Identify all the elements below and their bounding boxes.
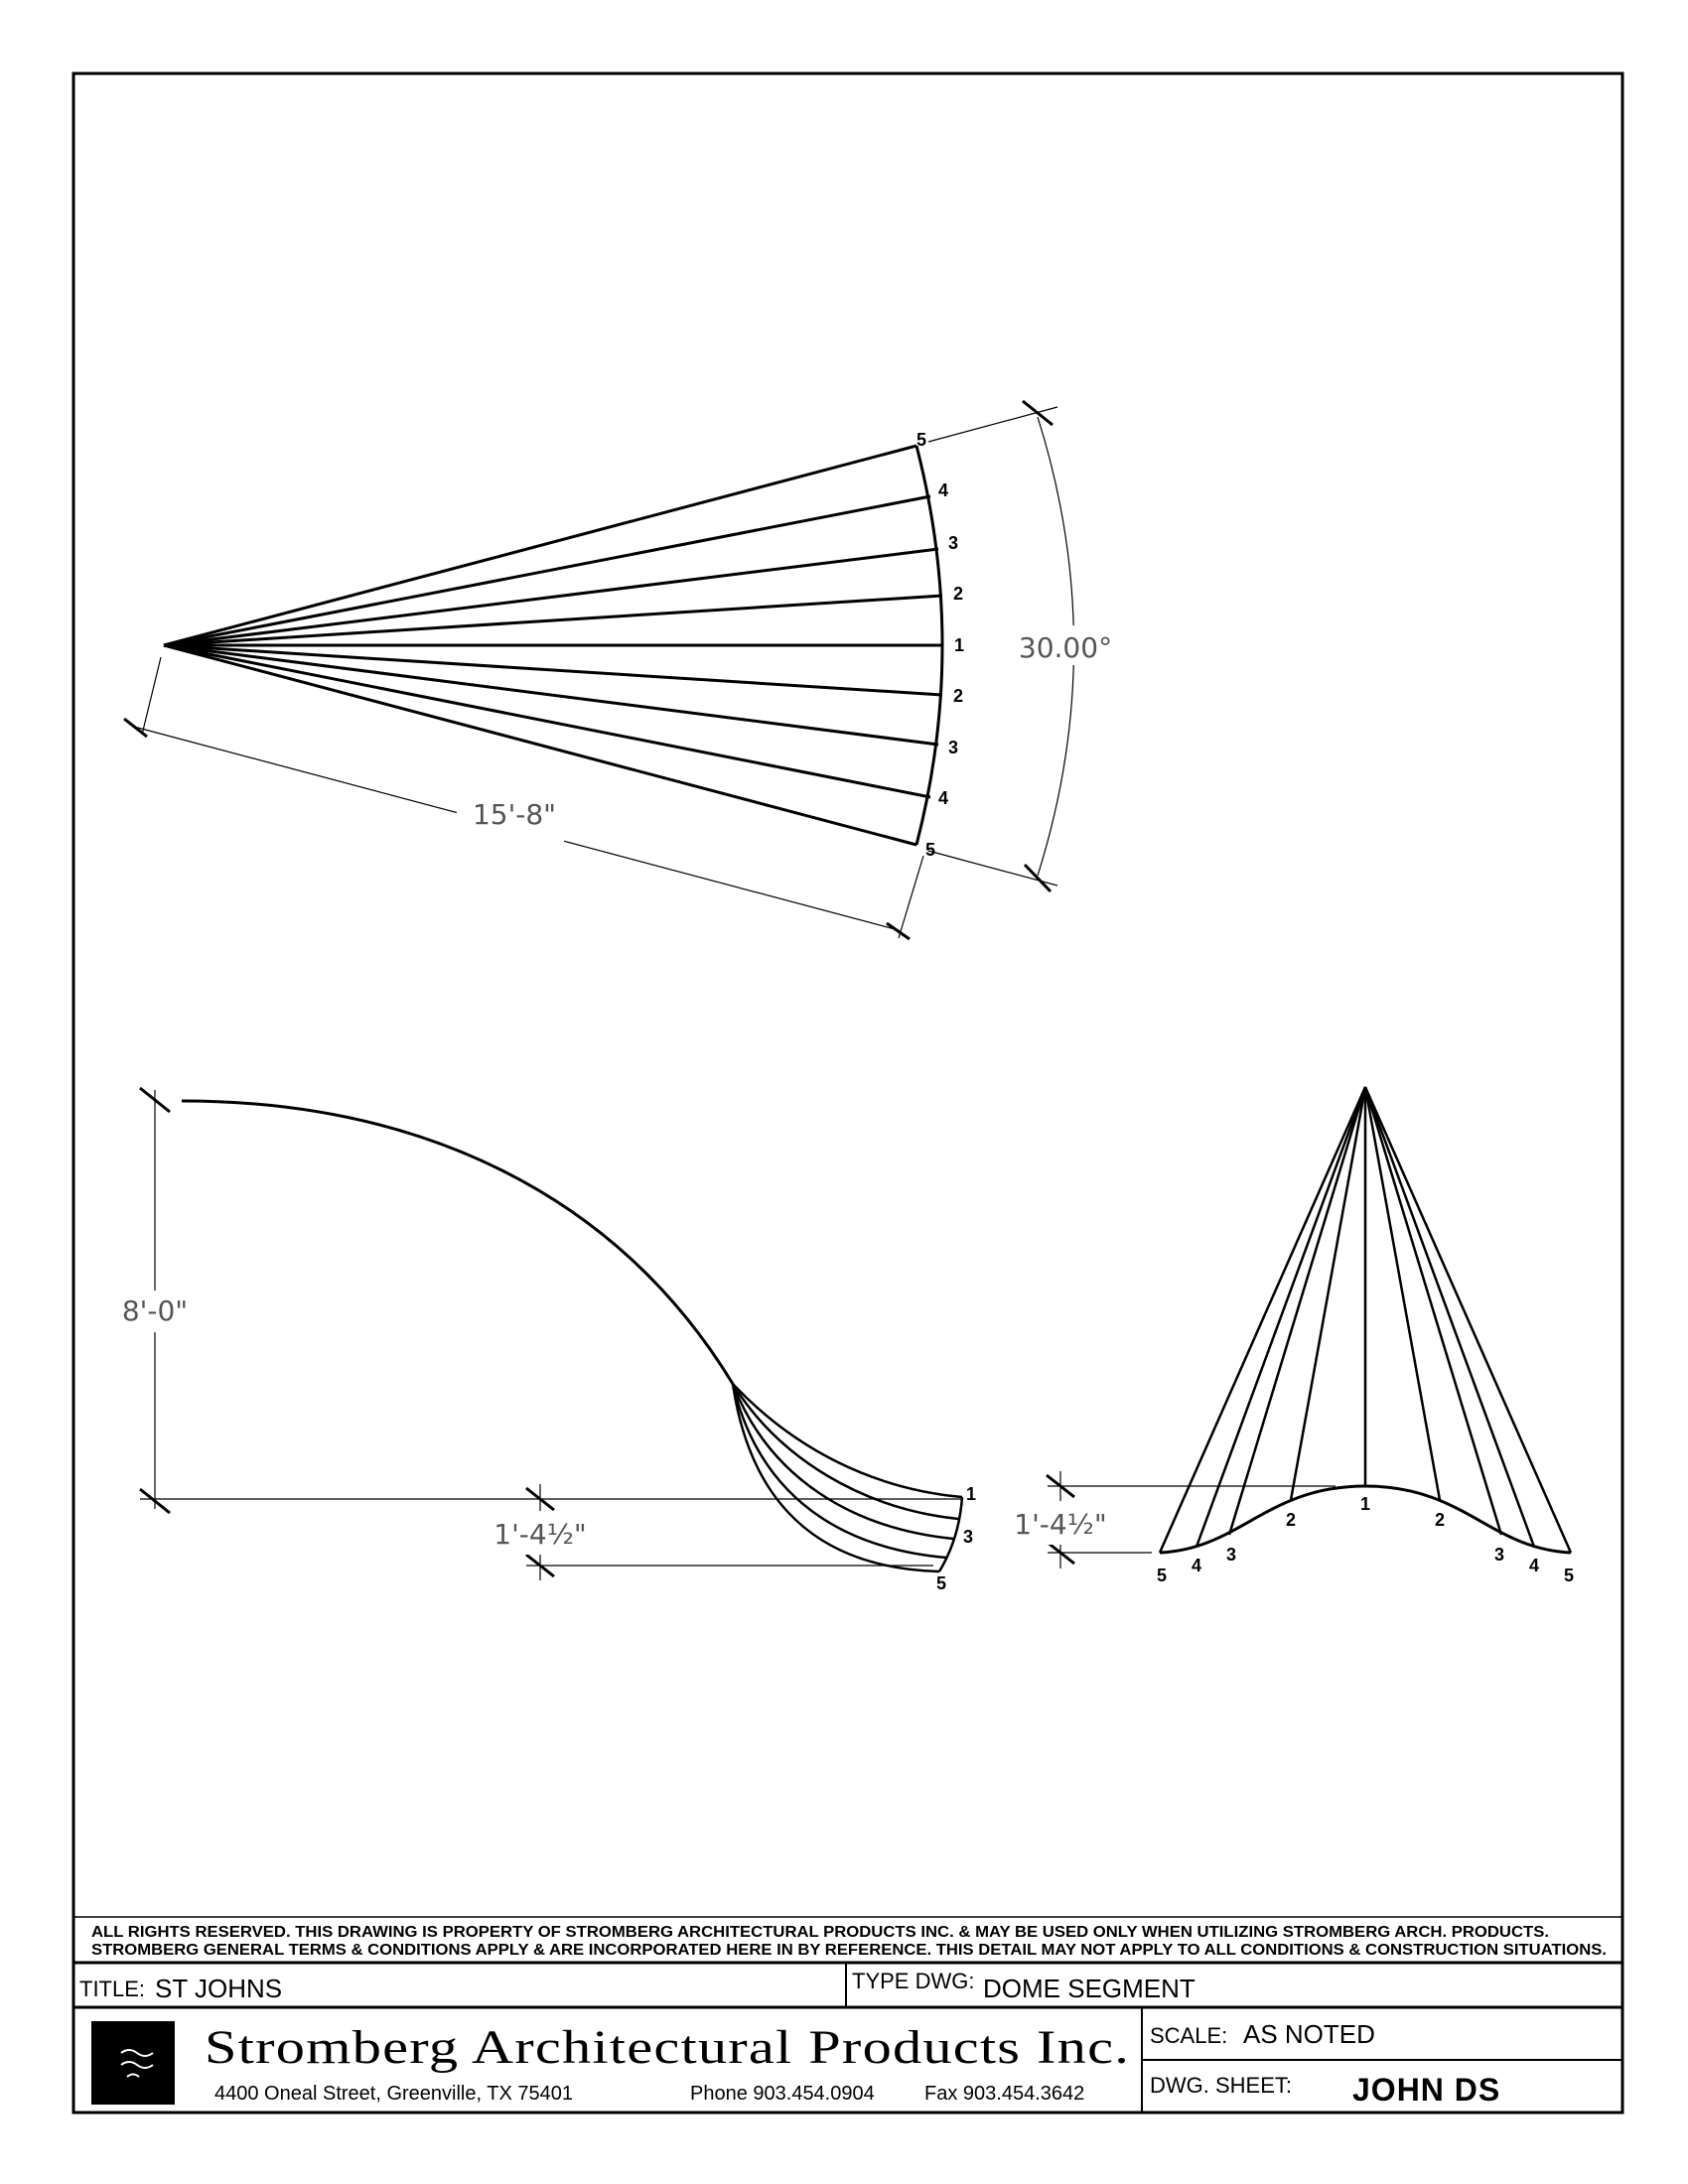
side-fan-curves: [733, 1384, 962, 1571]
company-phone: Phone 903.454.0904: [690, 2083, 875, 2105]
top-label-5-upper: 5: [915, 430, 927, 450]
radius-tick-right: [887, 923, 910, 939]
angle-tick-top: [1023, 401, 1053, 425]
type-dwg-label: TYPE DWG:: [852, 1969, 975, 1993]
top-label-2-upper: 2: [952, 584, 964, 604]
side-view: [140, 1088, 962, 1580]
company-name: Stromberg Architectural Products Inc.: [205, 2021, 1130, 2074]
front-label-4-left: 4: [1191, 1556, 1202, 1575]
top-label-1: 1: [953, 635, 965, 655]
top-label-4-upper: 4: [937, 480, 949, 500]
title-value: ST JOHNS: [155, 1974, 283, 2003]
dwg-sheet-label: DWG. SHEET:: [1150, 2073, 1293, 2098]
front-label-1: 1: [1359, 1494, 1371, 1514]
side-end-arc: [939, 1497, 962, 1571]
scale-label: SCALE:: [1150, 2023, 1228, 2048]
dwg-sheet-value: JOHN DS: [1352, 2072, 1501, 2108]
front-label-4-right: 4: [1528, 1556, 1540, 1575]
side-label-5: 5: [935, 1573, 947, 1593]
side-label-1: 1: [965, 1484, 977, 1504]
radius-dimension-text: 15'-8": [472, 798, 557, 831]
top-label-4-lower: 4: [937, 788, 949, 808]
type-dwg-value: DOME SEGMENT: [983, 1974, 1196, 2003]
top-label-5-lower: 5: [924, 840, 936, 860]
scale-value: AS NOTED: [1243, 2019, 1375, 2049]
height-dimension-text: 8'-0": [121, 1295, 189, 1327]
top-label-3-upper: 3: [947, 533, 959, 553]
top-label-2-lower: 2: [952, 686, 964, 706]
front-drop-dimension-text: 1'-4½": [1014, 1508, 1107, 1541]
front-label-3-right: 3: [1493, 1545, 1505, 1565]
sheet-border: [73, 73, 1622, 2113]
notes-line-2: STROMBERG GENERAL TERMS & CONDITIONS APPLY & ARE INCORPORATED HERE IN BY REFERENCE. THIS DETAIL MAY NOT APPLY TO ALL CONDITIONS & CONSTRUCTION SITUATIONS.: [91, 1942, 1607, 1959]
front-view-rays: [1160, 1087, 1571, 1553]
front-label-2-left: 2: [1285, 1510, 1297, 1530]
notes-line-1: ALL RIGHTS RESERVED. THIS DRAWING IS PROPERTY OF STROMBERG ARCHITECTURAL PRODUCTS INC. & MAY BE USED ONLY WHEN UTILIZING STROMBERG ARCH. PRODUCTS.: [91, 1924, 1549, 1941]
side-label-3: 3: [962, 1527, 974, 1547]
front-label-5-right: 5: [1563, 1566, 1575, 1585]
title-label: TITLE:: [79, 1977, 146, 2001]
company-address: 4400 Oneal Street, Greenville, TX 75401: [214, 2083, 573, 2105]
front-label-5-left: 5: [1156, 1566, 1168, 1585]
front-label-2-right: 2: [1434, 1510, 1446, 1530]
front-view: [1047, 1087, 1571, 1569]
angle-dimension-text: 30.00°: [1018, 631, 1113, 664]
front-label-3-left: 3: [1225, 1545, 1237, 1565]
side-profile-curve: [182, 1101, 733, 1384]
company-fax: Fax 903.454.3642: [924, 2083, 1085, 2105]
top-view-rays: [164, 446, 943, 845]
top-label-3-lower: 3: [947, 738, 959, 757]
side-drop-dimension-text: 1'-4½": [493, 1518, 587, 1551]
